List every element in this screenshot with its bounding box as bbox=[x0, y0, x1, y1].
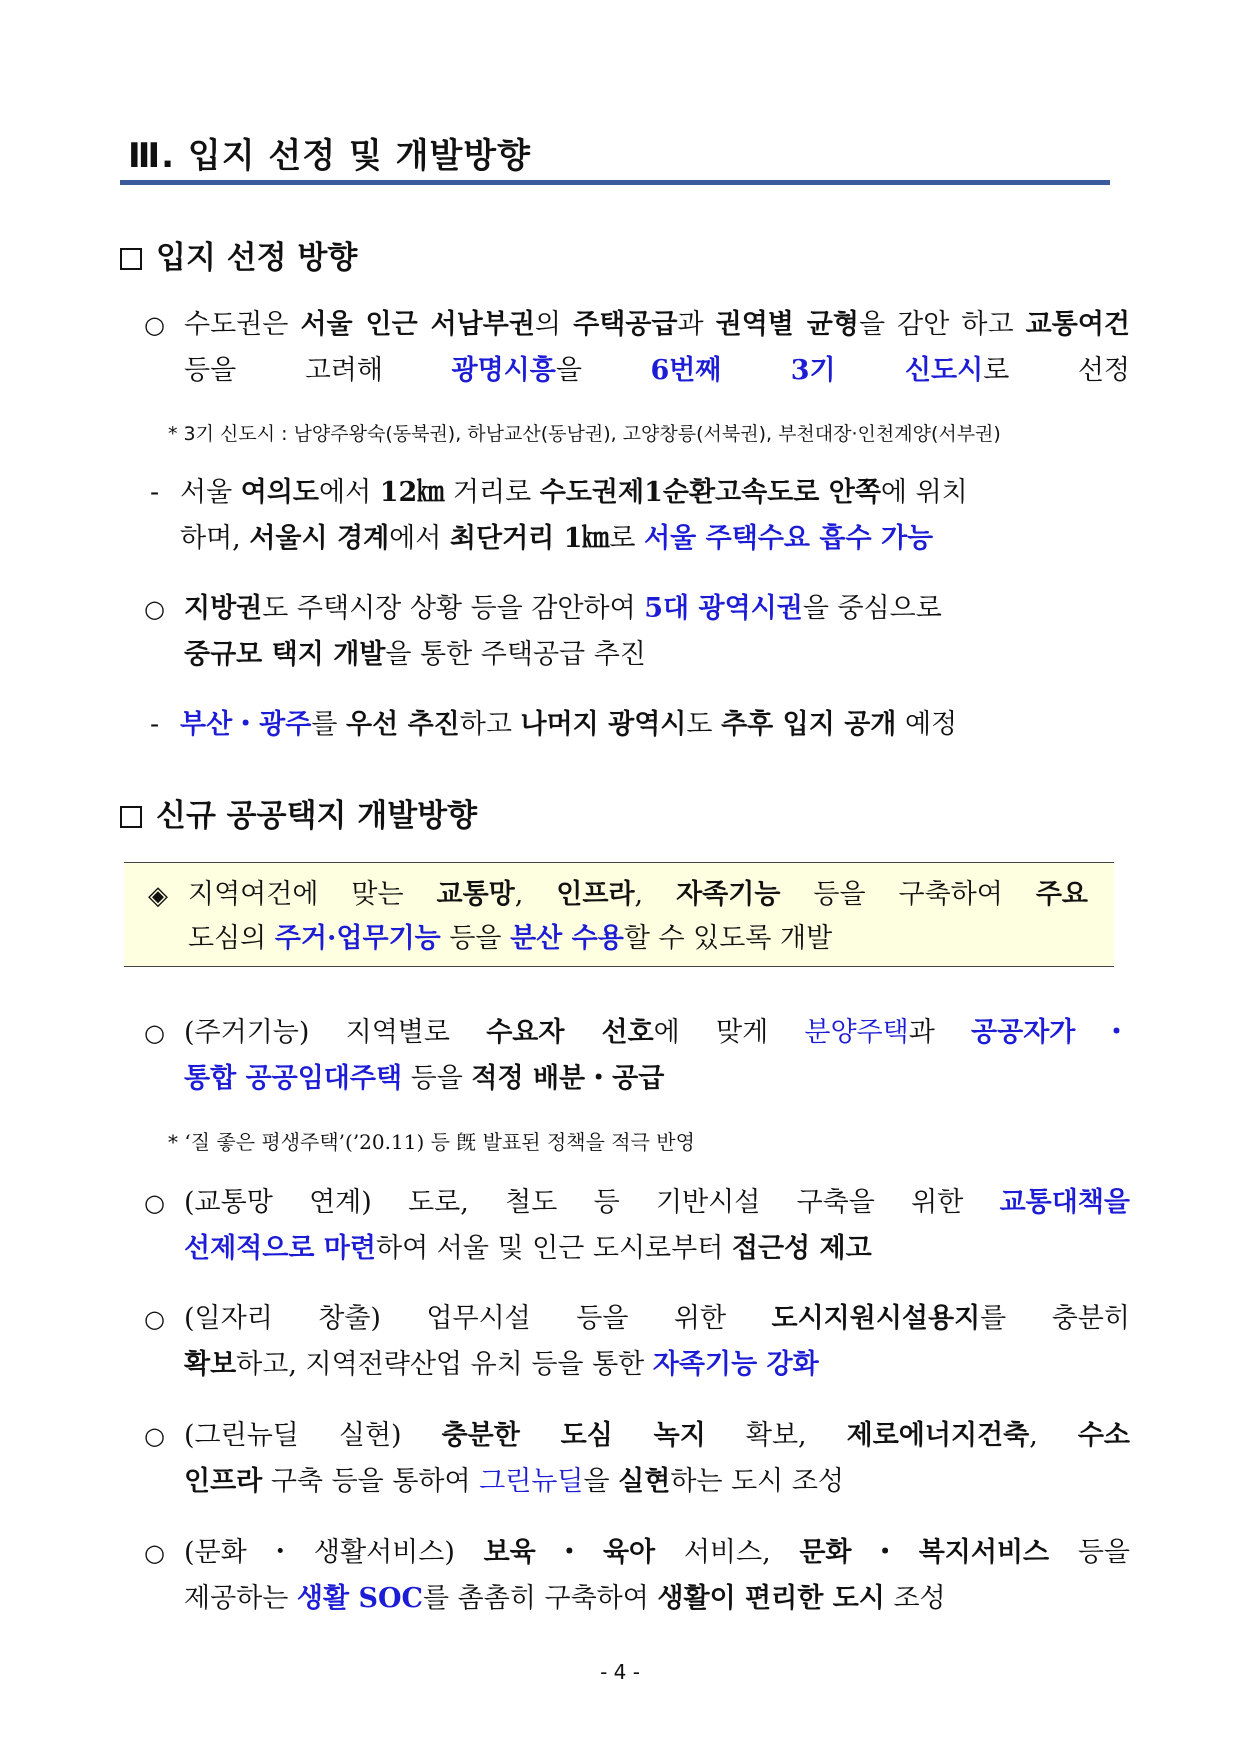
bullet-transport-link bbox=[144, 1180, 1130, 1272]
bullet-job-creation bbox=[144, 1296, 1130, 1388]
bullet-residential-function bbox=[144, 1010, 1130, 1102]
bullet-text: 수도권은 서울 인근 서남부권의 주택공급과 권역별 균형을 감안 하고 교통여건 등을 고려해 광명시흥을 6번째 3기 신도시로 선정 bbox=[184, 309, 1130, 386]
page-number: - 4 - bbox=[600, 1660, 640, 1684]
chapter-divider bbox=[120, 180, 1110, 185]
section-heading-text: 입지 선정 방향 bbox=[156, 240, 358, 276]
bullet-capital-region bbox=[144, 302, 1130, 394]
chapter-title: Ⅲ. 입지 선정 및 개발방향 bbox=[128, 136, 531, 176]
diamond-bullet-icon: ◈ bbox=[148, 881, 168, 911]
dash-item-busan-gwangju bbox=[150, 702, 1130, 748]
circle-bullet-icon: ○ bbox=[144, 1019, 165, 1047]
bullet-text: (문화・생활서비스) 보육・육아 서비스, 문화・복지서비스 등을 제공하는 생활 SOC를 촘촘히 구축하여 생활이 편리한 도시 조성 bbox=[184, 1537, 1130, 1614]
checkbox-icon bbox=[120, 806, 142, 828]
section-heading-development-direction bbox=[120, 790, 1100, 835]
dash-text: 부산・광주를 우선 추진하고 나머지 광역시도 추후 입지 공개 예정 bbox=[180, 709, 958, 740]
checkbox-icon bbox=[120, 248, 142, 270]
dash-text: 서울 여의도에서 12㎞ 거리로 수도권제1순환고속도로 안쪽에 위치 하며, 서울시 경계에서 최단거리 1㎞로 서울 주택수요 흡수 가능 bbox=[180, 477, 968, 554]
bullet-text: 지방권도 주택시장 상황 등을 감안하여 5대 광역시권을 중심으로 중규모 택지 개발을 통한 주택공급 추진 bbox=[184, 593, 942, 670]
circle-bullet-icon: ○ bbox=[144, 1422, 165, 1450]
bullet-culture-living-service bbox=[144, 1530, 1130, 1622]
circle-bullet-icon: ○ bbox=[144, 595, 165, 623]
section-heading-site-selection bbox=[120, 232, 1100, 277]
circle-bullet-icon: ○ bbox=[144, 1189, 165, 1217]
dash-marker: - bbox=[150, 477, 160, 508]
section-heading-text: 신규 공공택지 개발방향 bbox=[156, 798, 478, 834]
footnote-quality-housing: * ‘질 좋은 평생주택’(’20.11) 등 旣 발표된 정책을 적극 반영 bbox=[168, 1130, 695, 1154]
bullet-local-region bbox=[144, 586, 1130, 678]
circle-bullet-icon: ○ bbox=[144, 1305, 165, 1333]
bullet-text: (주거기능) 지역별로 수요자 선호에 맞게 분양주택과 공공자가・ 통합 공공임대주택 등을 적정 배분・공급 bbox=[184, 1017, 1131, 1094]
bullet-text: (그린뉴딜 실현) 충분한 도심 녹지 확보, 제로에너지건축, 수소 인프라 구축 등을 통하여 그린뉴딜을 실현하는 도시 조성 bbox=[184, 1420, 1130, 1497]
bullet-text: (일자리 창출) 업무시설 등을 위한 도시지원시설용지를 충분히 확보하고, 지역전략산업 유치 등을 통한 자족기능 강화 bbox=[184, 1303, 1130, 1380]
dash-marker: - bbox=[150, 709, 160, 740]
footnote-3rd-new-towns: * 3기 신도시 : 남양주왕숙(동북권), 하남교산(동남권), 고양창릉(서북권), 부천대장·인천계양(서부권) bbox=[168, 423, 1001, 445]
circle-bullet-icon: ○ bbox=[144, 311, 165, 339]
bullet-text: (교통망 연계) 도로, 철도 등 기반시설 구축을 위한 교통대책을 선제적으로 마련하여 서울 및 인근 도시로부터 접근성 제고 bbox=[184, 1187, 1131, 1264]
summary-callout-box bbox=[124, 862, 1114, 967]
dash-item-location bbox=[150, 470, 1130, 562]
circle-bullet-icon: ○ bbox=[144, 1539, 165, 1567]
bullet-green-new-deal bbox=[144, 1413, 1130, 1505]
callout-text: 지역여건에 맞는 교통망, 인프라, 자족기능 등을 구축하여 주요 도심의 주거·업무기능 등을 분산 수용할 수 있도록 개발 bbox=[188, 879, 1088, 954]
